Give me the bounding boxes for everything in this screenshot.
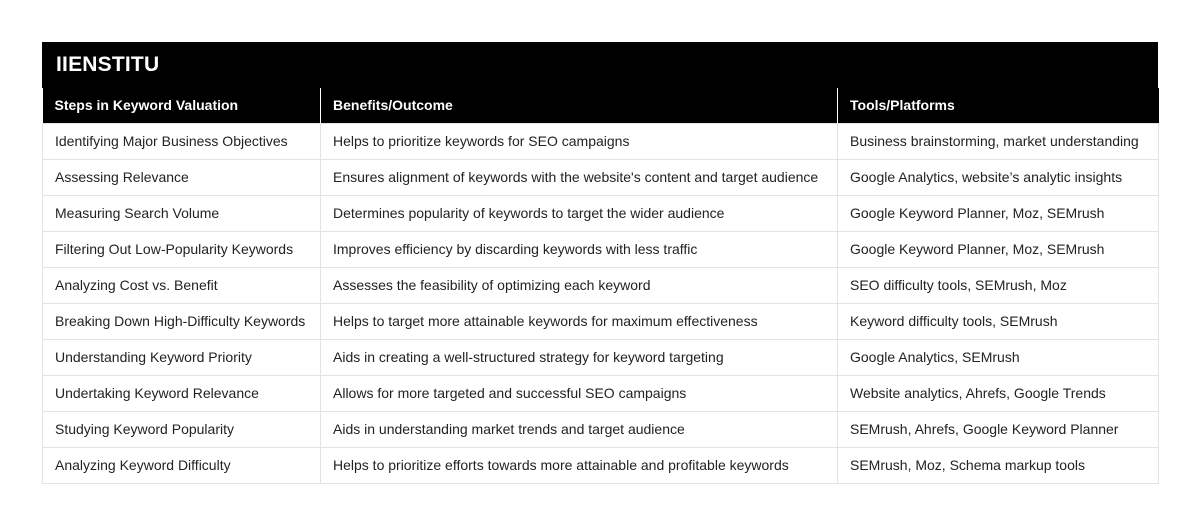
table-row bbox=[43, 159, 1159, 195]
table-cell: Aids in understanding market trends and target audience bbox=[321, 411, 838, 447]
keyword-valuation-table bbox=[42, 88, 1159, 484]
column-header-benefits: Benefits/Outcome bbox=[321, 88, 838, 123]
table-cell: Studying Keyword Popularity bbox=[43, 411, 321, 447]
table-cell: Identifying Major Business Objectives bbox=[43, 123, 321, 159]
table-cell: Analyzing Cost vs. Benefit bbox=[43, 267, 321, 303]
table-cell: Google Analytics, website’s analytic insights bbox=[838, 159, 1159, 195]
table-row bbox=[43, 303, 1159, 339]
table-cell: Website analytics, Ahrefs, Google Trends bbox=[838, 375, 1159, 411]
table-row bbox=[43, 447, 1159, 483]
table-cell: Business brainstorming, market understanding bbox=[838, 123, 1159, 159]
table-cell: Assesses the feasibility of optimizing each keyword bbox=[321, 267, 838, 303]
table-cell: Helps to target more attainable keywords for maximum effectiveness bbox=[321, 303, 838, 339]
table-cell: Assessing Relevance bbox=[43, 159, 321, 195]
table-cell: Understanding Keyword Priority bbox=[43, 339, 321, 375]
table-row bbox=[43, 375, 1159, 411]
table-cell: Ensures alignment of keywords with the website's content and target audience bbox=[321, 159, 838, 195]
table-cell: SEMrush, Moz, Schema markup tools bbox=[838, 447, 1159, 483]
brand-header: IIENSTITU bbox=[42, 42, 1158, 88]
table-cell: SEMrush, Ahrefs, Google Keyword Planner bbox=[838, 411, 1159, 447]
table-cell: Measuring Search Volume bbox=[43, 195, 321, 231]
table-cell: Allows for more targeted and successful SEO campaigns bbox=[321, 375, 838, 411]
table-cell: Keyword difficulty tools, SEMrush bbox=[838, 303, 1159, 339]
table-row bbox=[43, 411, 1159, 447]
column-header-steps: Steps in Keyword Valuation bbox=[43, 88, 321, 123]
table-row bbox=[43, 195, 1159, 231]
keyword-valuation-table-container bbox=[42, 42, 1158, 484]
table-cell: Google Analytics, SEMrush bbox=[838, 339, 1159, 375]
table-row bbox=[43, 231, 1159, 267]
table-cell: Helps to prioritize efforts towards more attainable and profitable keywords bbox=[321, 447, 838, 483]
table-cell: Analyzing Keyword Difficulty bbox=[43, 447, 321, 483]
table-cell: Aids in creating a well-structured strategy for keyword targeting bbox=[321, 339, 838, 375]
table-row bbox=[43, 339, 1159, 375]
column-header-tools: Tools/Platforms bbox=[838, 88, 1159, 123]
table-cell: Google Keyword Planner, Moz, SEMrush bbox=[838, 195, 1159, 231]
table-cell: Undertaking Keyword Relevance bbox=[43, 375, 321, 411]
table-cell: SEO difficulty tools, SEMrush, Moz bbox=[838, 267, 1159, 303]
table-cell: Improves efficiency by discarding keywords with less traffic bbox=[321, 231, 838, 267]
table-cell: Google Keyword Planner, Moz, SEMrush bbox=[838, 231, 1159, 267]
table-row bbox=[43, 123, 1159, 159]
table-header-row bbox=[43, 88, 1159, 123]
table-row bbox=[43, 267, 1159, 303]
table-cell: Filtering Out Low-Popularity Keywords bbox=[43, 231, 321, 267]
table-cell: Helps to prioritize keywords for SEO campaigns bbox=[321, 123, 838, 159]
table-cell: Breaking Down High-Difficulty Keywords bbox=[43, 303, 321, 339]
table-cell: Determines popularity of keywords to target the wider audience bbox=[321, 195, 838, 231]
